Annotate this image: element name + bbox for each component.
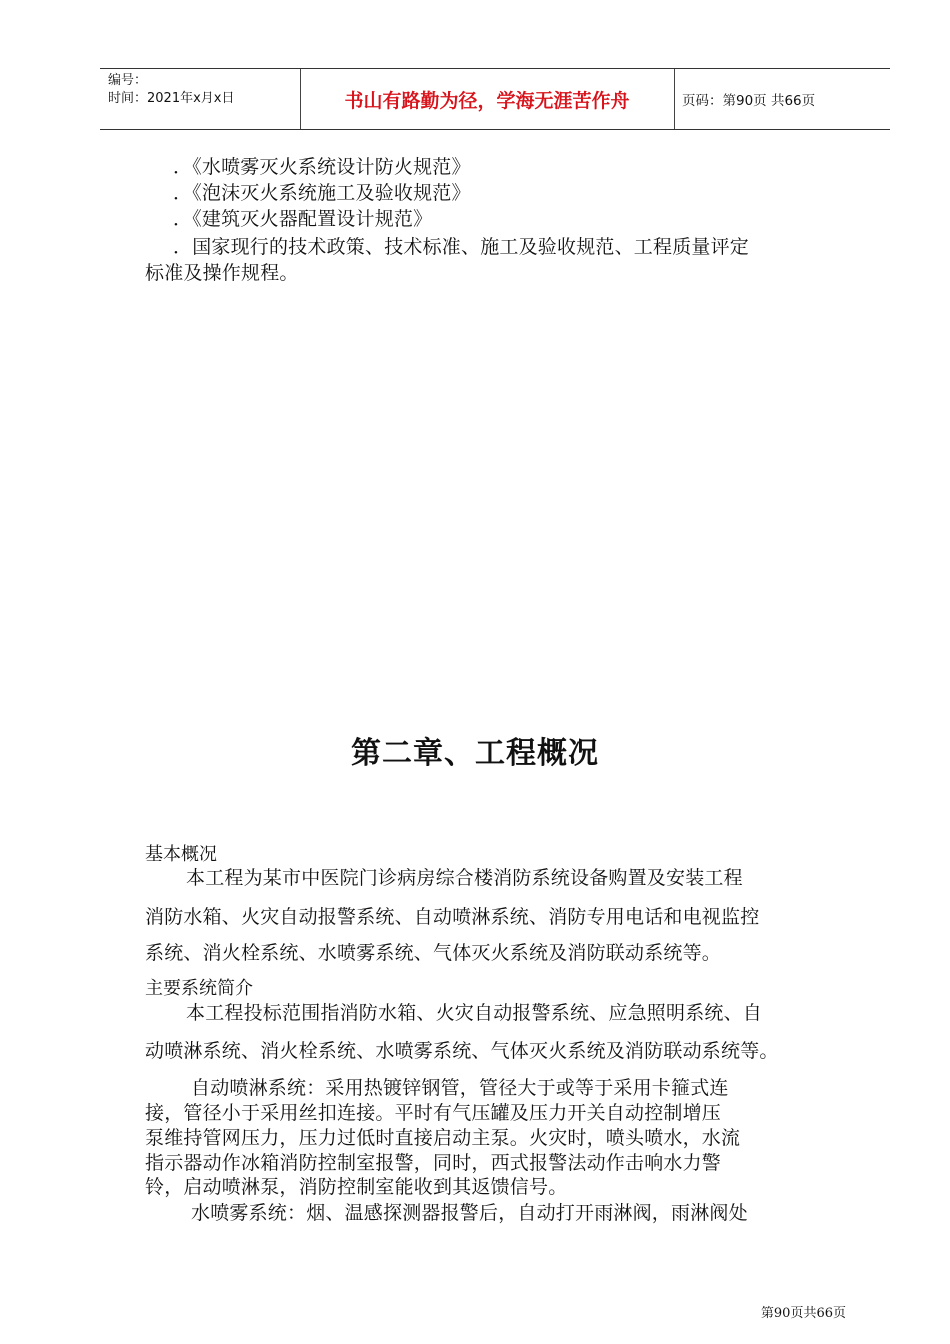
paragraph-line: 水喷雾系统：烟、温感探测器报警后，自动打开雨淋阀，雨淋阀处 bbox=[191, 1202, 748, 1224]
header-motto: 书山有路勤为径，学海无涯苦作舟 bbox=[344, 89, 630, 112]
paragraph-line: 本工程投标范围指消防水箱、火灾自动报警系统、应急照明系统、自 bbox=[186, 1002, 763, 1024]
paragraph-line: 系统、消火栓系统、水喷雾系统、气体灭火系统及消防联动系统等。 bbox=[145, 942, 722, 964]
paragraph-line: 指示器动作冰箱消防控制室报警，同时，西式报警法动作击响水力警 bbox=[145, 1152, 722, 1174]
page-footer: 第90页共66页 bbox=[760, 1306, 846, 1321]
paragraph-line: 接，管径小于采用丝扣连接。平时有气压罐及压力开关自动控制增压 bbox=[145, 1102, 722, 1124]
header-page-code: 页码：第90页 共66页 bbox=[682, 93, 816, 109]
header-time-label: 时间：2021年x月x日 bbox=[108, 91, 235, 106]
paragraph-line: 自动喷淋系统：采用热镀锌钢管，管径大于或等于采用卡箍式连 bbox=[191, 1077, 729, 1099]
header-meta bbox=[108, 72, 234, 108]
paragraph-line: 泵维持管网压力，压力过低时直接启动主泵。火灾时，喷头喷水，水流 bbox=[145, 1127, 741, 1149]
page-header bbox=[100, 68, 890, 130]
paragraph-line: 动喷淋系统、消火栓系统、水喷雾系统、气体灭火系统及消防联动系统等。 bbox=[145, 1040, 779, 1062]
paragraph-line: 本工程为某市中医院门诊病房综合楼消防系统设备购置及安装工程 bbox=[186, 867, 743, 889]
section-heading-overview: 基本概况 bbox=[145, 844, 217, 865]
chapter-title: 第二章、工程概况 bbox=[351, 736, 599, 771]
header-number-label: 编号： bbox=[108, 73, 148, 88]
reference-item-last: ．国家现行的技术政策、技术标准、施工及验收规范、工程质量评定 bbox=[173, 236, 750, 258]
reference-item: ．《建筑灭火器配置设计规范》 bbox=[173, 208, 433, 230]
paragraph-line: 铃，启动喷淋泵，消防控制室能收到其返馈信号。 bbox=[145, 1176, 568, 1198]
header-divider bbox=[674, 69, 675, 129]
reference-item: ．《水喷雾灭火系统设计防火规范》 bbox=[173, 156, 471, 178]
reference-item-last-cont: 标准及操作规程。 bbox=[145, 262, 299, 284]
reference-item: ．《泡沫灭火系统施工及验收规范》 bbox=[173, 182, 471, 204]
section-heading-systems: 主要系统简介 bbox=[145, 978, 253, 999]
paragraph-line: 消防水箱、火灾自动报警系统、自动喷淋系统、消防专用电话和电视监控 bbox=[145, 906, 760, 928]
